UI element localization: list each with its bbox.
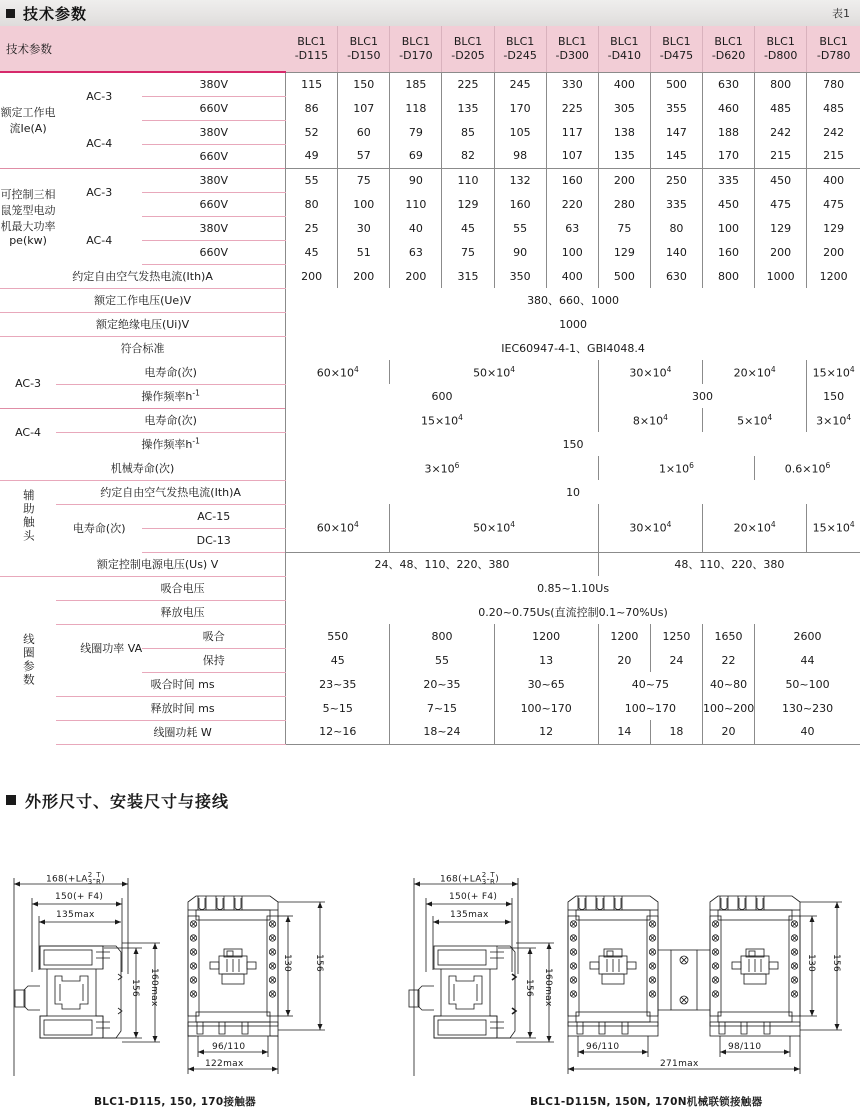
cell: 69 [390, 144, 442, 168]
row-label-380v: 380V [142, 216, 285, 240]
dim-label-156-right: 156 [524, 978, 534, 997]
table-row [0, 312, 860, 336]
dim-label-160max: 160max [149, 967, 159, 1007]
col-head-line1: BLC1 [714, 35, 743, 48]
row-label-ac4: AC-4 [56, 120, 142, 168]
cell: 129 [807, 216, 860, 240]
cell: 75 [338, 168, 390, 192]
cell: 30~65 [494, 672, 598, 696]
cell: 600 [286, 384, 599, 408]
row-label-opfreq: 操作频率$h^{-1}$ [56, 384, 286, 408]
cell: 115 [286, 72, 338, 96]
col-head-line1: BLC1 [819, 35, 848, 48]
cell: 100 [703, 216, 755, 240]
col-head-line2: -D170 [399, 48, 433, 62]
col-head-line2: -D410 [607, 48, 642, 62]
cell: 7~15 [390, 696, 494, 720]
row-label-ac3-group: AC-3 [0, 360, 56, 408]
cell: 22 [703, 648, 755, 672]
cell: 400 [546, 264, 598, 288]
row-label-pickup-time: 吸合时间 ms [56, 672, 286, 696]
table-number-label: 表1 [832, 7, 850, 20]
square-bullet-icon [6, 9, 15, 18]
cell: 225 [546, 96, 598, 120]
cell: 1200 [807, 264, 860, 288]
cell: 129 [598, 240, 650, 264]
cell: 18~24 [390, 720, 494, 744]
cell: 300 [598, 384, 806, 408]
col-head-line2: -D620 [711, 48, 746, 62]
cell: 40 [390, 216, 442, 240]
cell: 44 [755, 648, 860, 672]
cell: 150 [338, 72, 390, 96]
cell: 117 [546, 120, 598, 144]
cell: 40 [755, 720, 860, 744]
dim-label-168-right: 168(+LA 2 3 - T R ) [440, 870, 500, 886]
table-row [0, 336, 860, 360]
cell: 85 [442, 120, 494, 144]
cell: 25 [286, 216, 338, 240]
cell: $0.6\times 10^6$ [755, 456, 860, 480]
cell-merged-ue: 380、660、1000 [286, 288, 860, 312]
col-head-line2: -D300 [555, 48, 589, 62]
col-head-line1: BLC1 [401, 35, 431, 48]
cell: 200 [755, 240, 807, 264]
cell: 55 [286, 168, 338, 192]
col-head-line1: BLC1 [766, 35, 795, 48]
cell: 0.20~0.75Us(直流控制0.1~70%Us) [286, 600, 860, 624]
cell: 20~35 [390, 672, 494, 696]
row-label-aux-ith: 约定自由空气发热电流(Ith)A [56, 480, 286, 504]
row-label-ith: 约定自由空气发热电流(Ith)A [0, 264, 286, 288]
tech-spec-table [0, 26, 860, 745]
cell: 780 [807, 72, 860, 96]
cell: $15\times 10^4$ [286, 408, 599, 432]
cell: 150 [807, 384, 860, 408]
row-label-380v: 380V [142, 120, 285, 144]
row-label-coil-power: 线圈功率 VA [56, 624, 142, 672]
cell: 1650 [703, 624, 755, 648]
row-label-660v: 660V [142, 240, 285, 264]
column-header-8 [703, 26, 755, 72]
row-label-ac4-group: AC-4 [0, 408, 56, 456]
col-head-line1: BLC1 [297, 35, 326, 48]
column-header-6 [598, 26, 650, 72]
table-row [0, 696, 860, 720]
section-header-specs [0, 0, 860, 26]
cell: 30 [338, 216, 390, 240]
cell: 500 [650, 72, 702, 96]
row-label-pe-line2: 机最大功率pe(kw) [0, 219, 56, 247]
cell: 250 [650, 168, 702, 192]
table-row [0, 624, 860, 648]
cell: 63 [546, 216, 598, 240]
col-head-line2: -D780 [816, 48, 851, 62]
cell: 147 [650, 120, 702, 144]
col-head-line2: -D800 [763, 48, 798, 62]
section-title-dimensions: 外形尺寸、安装尺寸与接线 [25, 791, 230, 811]
cell: 400 [807, 168, 860, 192]
column-header-5 [546, 26, 598, 72]
cell: 79 [390, 120, 442, 144]
cell: $30\times 10^4$ [598, 360, 702, 384]
table-row [0, 288, 860, 312]
table-row [0, 552, 860, 576]
cell: 60 [338, 120, 390, 144]
table-row [0, 264, 860, 288]
cell: 245 [494, 72, 546, 96]
table-row [0, 504, 860, 528]
cell: 185 [390, 72, 442, 96]
cell: 160 [703, 240, 755, 264]
cell: 220 [546, 192, 598, 216]
cell: 1250 [650, 624, 702, 648]
dim-label-135max: 135max [56, 909, 95, 920]
cell: 160 [546, 168, 598, 192]
col-head-line2: -D150 [347, 48, 381, 62]
cell: $5\times 10^4$ [703, 408, 807, 432]
cell: 355 [650, 96, 702, 120]
cell: 40~75 [598, 672, 702, 696]
row-label-pickup-voltage: 吸合电压 [56, 576, 286, 600]
cell: 107 [338, 96, 390, 120]
dim-label-160max-right: 160max [543, 967, 553, 1007]
row-label-release-time: 释放时间 ms [56, 696, 286, 720]
cell: 100~170 [494, 696, 598, 720]
cell: 1000 [755, 264, 807, 288]
cell: 20 [598, 648, 650, 672]
cell: $1\times 10^6$ [598, 456, 754, 480]
column-header-9 [755, 26, 807, 72]
row-label-coil-loss: 线圈功耗 W [56, 720, 286, 744]
cell: 40~80 [703, 672, 755, 696]
cell: 485 [807, 96, 860, 120]
cell: 90 [390, 168, 442, 192]
table-row [0, 720, 860, 744]
cell: 145 [650, 144, 702, 168]
row-label-elife: 电寿命(次) [56, 360, 286, 384]
cell: 350 [494, 264, 546, 288]
cell: $15\times 10^4$ [807, 360, 860, 384]
row-label-opfreq: 操作频率$h^{-1}$ [56, 432, 286, 456]
dim-label-156b-right: 156 [831, 953, 841, 972]
cell-merged-ui: 1000 [286, 312, 860, 336]
row-label-hold: 保持 [142, 648, 285, 672]
cell: 75 [442, 240, 494, 264]
row-label-mech-life: 机械寿命(次) [0, 456, 286, 480]
cell: 138 [598, 120, 650, 144]
cell: 130~230 [755, 696, 860, 720]
cell: 45 [286, 648, 390, 672]
cell: $50\times 10^4$ [390, 360, 598, 384]
cell: 52 [286, 120, 338, 144]
cell: 135 [598, 144, 650, 168]
col-head-line1: BLC1 [349, 35, 378, 48]
cell: $8\times 10^4$ [598, 408, 702, 432]
row-label-standard: 符合标准 [0, 336, 286, 360]
col-head-line1: BLC1 [558, 35, 587, 48]
cell: 55 [390, 648, 494, 672]
square-bullet-icon [6, 795, 16, 805]
drawing-left-contactor [0, 826, 430, 1076]
cell: 75 [598, 216, 650, 240]
dim-label-122max: 122max [205, 1058, 244, 1069]
cell: 485 [755, 96, 807, 120]
table-row [0, 672, 860, 696]
cell: 242 [755, 120, 807, 144]
dim-label-156b: 156 [314, 953, 324, 972]
cell: 450 [755, 168, 807, 192]
row-label-release-voltage: 释放电压 [56, 600, 286, 624]
col-head-line2: -D205 [451, 48, 485, 62]
cell: 800 [755, 72, 807, 96]
table-row [0, 600, 860, 624]
row-label-ue: 额定工作电压(Ue)V [0, 288, 286, 312]
cell: 335 [703, 168, 755, 192]
row-label-ie: 额定工作电流Ie(A) [0, 72, 56, 168]
cell: 24、48、110、220、380 [286, 552, 599, 576]
column-header-7 [650, 26, 702, 72]
drawing-right-interlocked-contactor [400, 826, 850, 1076]
column-header-3 [442, 26, 494, 72]
cell: 100~170 [598, 696, 702, 720]
cell: 110 [442, 168, 494, 192]
cell: 225 [442, 72, 494, 96]
table-row [0, 480, 860, 504]
dim-label-156: 156 [130, 978, 140, 997]
cell: $20\times 10^4$ [703, 504, 807, 552]
cell: 215 [755, 144, 807, 168]
table-row [0, 360, 860, 384]
cell: 107 [546, 144, 598, 168]
dim-label-98-110-right-b: 98/110 [728, 1041, 762, 1052]
row-label-pe-line1: 可控制三相鼠笼型电动 [0, 187, 56, 217]
table-row [0, 120, 860, 144]
row-label-elife: 电寿命(次) [56, 408, 286, 432]
drawings-area [0, 826, 860, 1108]
cell: 100~200 [703, 696, 755, 720]
table-row [0, 408, 860, 432]
col-head-line1: BLC1 [662, 35, 691, 48]
table-row [0, 72, 860, 96]
cell: 12 [494, 720, 598, 744]
cell-merged-standard: IEC60947-4-1、GBI4048.4 [286, 336, 860, 360]
row-label-ac3: AC-3 [56, 168, 142, 216]
column-header-10 [807, 26, 860, 72]
cell: 55 [494, 216, 546, 240]
cell: 550 [286, 624, 390, 648]
row-label-ac3: AC-3 [56, 72, 142, 120]
dim-label-130: 130 [282, 953, 292, 972]
cell: 200 [286, 264, 338, 288]
column-header-4 [494, 26, 546, 72]
dim-label-96-110: 96/110 [212, 1041, 246, 1052]
row-label-ui: 额定绝缘电压(Ui)V [0, 312, 286, 336]
cell: 800 [390, 624, 494, 648]
dim-label-150: 150(+ F4) [55, 891, 104, 902]
cell: 200 [390, 264, 442, 288]
cell: 200 [598, 168, 650, 192]
section-title: 技术参数 [23, 4, 88, 23]
cell: 48、110、220、380 [598, 552, 860, 576]
cell: 10 [286, 480, 860, 504]
col-head-line2: -D475 [659, 48, 694, 62]
cell: 460 [703, 96, 755, 120]
cell: 110 [390, 192, 442, 216]
cell: 0.85~1.10Us [286, 576, 860, 600]
col-head-line1: BLC1 [610, 35, 639, 48]
cell: 98 [494, 144, 546, 168]
column-header-2 [390, 26, 442, 72]
cell: 80 [286, 192, 338, 216]
cell: 49 [286, 144, 338, 168]
cell: 305 [598, 96, 650, 120]
cell: 475 [807, 192, 860, 216]
row-label-ac15: AC-15 [142, 504, 285, 528]
col-head-line2: -D245 [503, 48, 537, 62]
cell: 160 [494, 192, 546, 216]
cell: 2600 [755, 624, 860, 648]
table-row [0, 456, 860, 480]
cell: 400 [598, 72, 650, 96]
cell: 5~15 [286, 696, 390, 720]
row-label-380v: 380V [142, 168, 285, 192]
drawing-caption-left: BLC1-D115, 150, 170接触器 [94, 1095, 256, 1108]
cell: 45 [286, 240, 338, 264]
cell: 170 [703, 144, 755, 168]
row-label-aux-elife: 电寿命(次) [56, 504, 142, 552]
column-header-0 [286, 26, 338, 72]
cell: 51 [338, 240, 390, 264]
header-param-label: 技术参数 [0, 26, 286, 72]
cell: 140 [650, 240, 702, 264]
row-label-660v: 660V [142, 96, 285, 120]
row-label-us: 额定控制电源电压(Us) V [0, 552, 286, 576]
cell: $15\times 10^4$ [807, 504, 860, 552]
cell: 18 [650, 720, 702, 744]
row-label-380v: 380V [142, 72, 285, 96]
cell: 330 [546, 72, 598, 96]
cell: 135 [442, 96, 494, 120]
table-row [0, 216, 860, 240]
column-header-1 [338, 26, 390, 72]
cell: 80 [650, 216, 702, 240]
cell: 200 [338, 264, 390, 288]
cell: 86 [286, 96, 338, 120]
cell: 450 [703, 192, 755, 216]
table-row [0, 168, 860, 192]
cell: 1200 [494, 624, 598, 648]
cell: $20\times 10^4$ [703, 360, 807, 384]
table-row [0, 432, 860, 456]
row-label-ac4: AC-4 [56, 216, 142, 264]
dim-label-96-110-right-a: 96/110 [586, 1041, 620, 1052]
cell: 20 [703, 720, 755, 744]
cell: 13 [494, 648, 598, 672]
cell: 475 [755, 192, 807, 216]
cell: 100 [338, 192, 390, 216]
cell: 129 [442, 192, 494, 216]
cell: 335 [650, 192, 702, 216]
col-head-line1: BLC1 [453, 35, 483, 48]
cell: 170 [494, 96, 546, 120]
col-head-line2: -D115 [294, 48, 329, 62]
cell: 118 [390, 96, 442, 120]
cell: 100 [546, 240, 598, 264]
cell: 150 [286, 432, 860, 456]
table-row [0, 576, 860, 600]
cell: 90 [494, 240, 546, 264]
row-label-660v: 660V [142, 144, 285, 168]
row-label-aux: 辅助触头 [0, 480, 56, 552]
cell: $50\times 10^4$ [390, 504, 598, 552]
cell: 45 [442, 216, 494, 240]
cell: 215 [807, 144, 860, 168]
dim-label-168: 168(+LA 2 3 - T R ) [46, 870, 106, 886]
cell: 50~100 [755, 672, 860, 696]
cell: 280 [598, 192, 650, 216]
cell: $60\times 10^4$ [286, 504, 390, 552]
row-label-dc13: DC-13 [142, 528, 285, 552]
cell: 82 [442, 144, 494, 168]
cell: 500 [598, 264, 650, 288]
cell: $3\times 10^6$ [286, 456, 599, 480]
cell: 57 [338, 144, 390, 168]
cell: 63 [390, 240, 442, 264]
cell: 129 [755, 216, 807, 240]
drawing-caption-right: BLC1-D115N, 150N, 170N机械联锁接触器 [530, 1095, 763, 1108]
cell: 630 [650, 264, 702, 288]
dim-label-130-right: 130 [806, 953, 816, 972]
cell: 23~35 [286, 672, 390, 696]
cell: 132 [494, 168, 546, 192]
dim-label-135max-right: 135max [450, 909, 489, 920]
row-label-pe [0, 168, 56, 264]
dim-label-271max: 271max [660, 1058, 699, 1069]
cell: 1200 [598, 624, 650, 648]
cell: 105 [494, 120, 546, 144]
section-header-dimensions [0, 789, 860, 812]
cell: 242 [807, 120, 860, 144]
row-label-660v: 660V [142, 192, 285, 216]
cell: 12~16 [286, 720, 390, 744]
cell: 630 [703, 72, 755, 96]
table-row [0, 384, 860, 408]
cell: 24 [650, 648, 702, 672]
table-header-row [0, 26, 860, 72]
row-label-coil: 线圈参数 [0, 576, 56, 744]
row-label-pickup: 吸合 [142, 624, 285, 648]
cell: 188 [703, 120, 755, 144]
cell: $30\times 10^4$ [598, 504, 702, 552]
dim-label-150-right: 150(+ F4) [449, 891, 498, 902]
cell: 800 [703, 264, 755, 288]
cell: 200 [807, 240, 860, 264]
cell: $3\times 10^4$ [807, 408, 860, 432]
cell: $60\times 10^4$ [286, 360, 390, 384]
cell: 315 [442, 264, 494, 288]
col-head-line1: BLC1 [505, 35, 535, 48]
cell: 14 [598, 720, 650, 744]
